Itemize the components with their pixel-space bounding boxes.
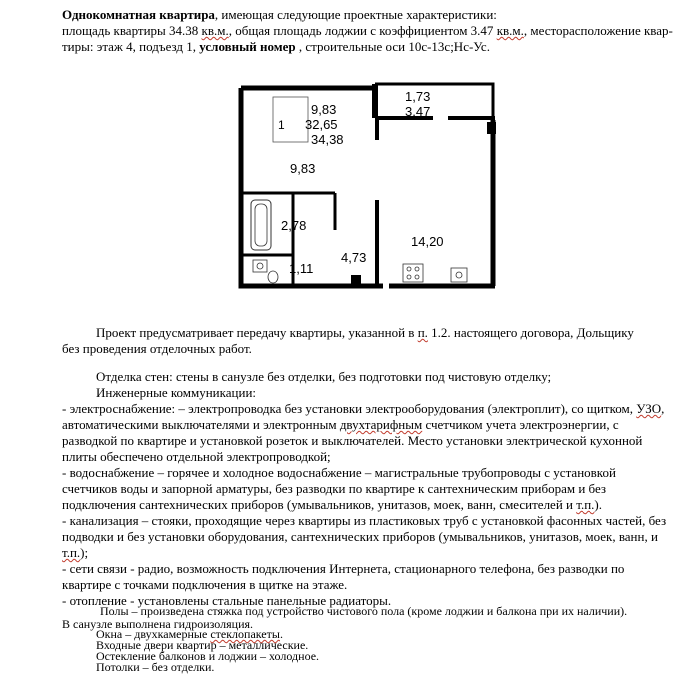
text: подключения сантехнических приборов (умывальников, унитазов, моек, ванн, смесителей и <box>62 497 577 512</box>
unit-text: кв.м. <box>201 23 229 38</box>
text: Проект предусматривает передачу квартиры, указанной в <box>96 325 418 340</box>
text: УЗО <box>636 401 662 416</box>
axes-text: , строительные оси 10с-13с;Нс-Ус. <box>295 39 490 54</box>
text: т.п. <box>576 497 595 512</box>
floors-line: Полы – произведена стяжка под устройство чистового пола (кроме лоджии и балкона при их наличии). <box>100 604 628 618</box>
network-line-2: квартире с точками подключения в щитке на этаже. <box>62 577 348 592</box>
total-area: 34,38 <box>311 132 344 147</box>
electric-line-2 <box>62 417 619 433</box>
heating-line: - отопление - установлены стальные панельные радиаторы. <box>62 593 392 608</box>
text: ). <box>594 497 603 512</box>
unit-text: кв.м. <box>496 23 524 38</box>
loggia-text: , общая площадь лоджии с коэффициентом 3.47 <box>228 23 497 38</box>
walls-line: Отделка стен: стены в санузле без отделки, без подготовки под чистовую отделку; <box>96 369 552 384</box>
floor-plan <box>233 80 513 300</box>
text: стеклопакеты <box>210 627 280 641</box>
text: двухтарифным <box>339 417 423 432</box>
room-number: 1 <box>278 118 285 132</box>
glazing-line: Остекление балконов и лоджии – холодное. <box>96 649 320 663</box>
waterproof-line: В санузле выполнена гидроизоляция. <box>62 617 254 631</box>
wc-area: 1,11 <box>289 261 314 276</box>
loggia-area-2: 3,47 <box>405 104 431 119</box>
header-title-rest: , имеющая следующие проектные характеристики: <box>214 7 497 22</box>
header-line-1 <box>62 7 497 23</box>
text: Окна – двухкамерные <box>96 627 211 641</box>
floor-text: тиры: этаж 4, подъезд 1, <box>62 39 200 54</box>
paragraph-line <box>62 341 252 357</box>
network-line-1: - сети связи - радио, возможность подключения Интернета, стационарного телефона, без разводки по <box>62 561 625 576</box>
paragraph-line <box>96 325 634 341</box>
apartment-title: Однокомнатная квартира <box>62 7 215 22</box>
room-area: 9,83 <box>311 102 337 117</box>
sewer-line-3 <box>62 545 88 561</box>
text: 1.2. настоящего договора, Дольщику <box>427 325 634 340</box>
hall-area: 9,83 <box>290 161 316 176</box>
electric-line-1 <box>62 401 664 417</box>
text: автоматическими выключателями и электронным <box>62 417 340 432</box>
water-line-2: счетчиков воды и запорной арматуры, без разводки по квартире к сантехническим приборам и без <box>62 481 607 496</box>
electric-line-4: плиты обеспечено отдельной электропроводкой; <box>62 449 331 464</box>
text: без проведения отделочных работ. <box>62 341 252 356</box>
living-area: 32,65 <box>305 117 338 132</box>
text: ); <box>80 545 89 560</box>
header-line-3 <box>62 39 490 55</box>
electric-line-3: разводкой по квартире и установкой розеток и выключателей. Место установки электрической кухонной <box>62 433 643 448</box>
text: п. <box>417 325 428 340</box>
area-text: площадь квартиры 34.38 <box>62 23 202 38</box>
header-line-2 <box>62 23 673 39</box>
ceilings-line: Потолки – без отделки. <box>96 660 215 674</box>
corridor-area: 4,73 <box>341 250 367 265</box>
conditional-number-label: условный номер <box>199 39 296 54</box>
sewer-line-1: - канализация – стояки, проходящие через квартиры из пластиковых труб с установкой фасонных частей, без <box>62 513 667 528</box>
doors-line: Входные двери квартир – металлические. <box>96 638 309 652</box>
bath-area: 2,78 <box>281 218 307 233</box>
text: - электроснабжение: – электропроводка без установки электрооборудования (электроплит), со щитком, <box>62 401 637 416</box>
text: т.п. <box>62 545 81 560</box>
water-line-1: - водоснабжение – горячее и холодное водоснабжение – магистральные трубопроводы с установкой <box>62 465 616 480</box>
water-line-3 <box>62 497 602 513</box>
text: . <box>279 627 283 641</box>
loggia-area-1: 1,73 <box>405 89 431 104</box>
text: счетчиком учета электроэнергии, с <box>422 417 619 432</box>
location-text: , месторасположение квар- <box>523 23 673 38</box>
text: , <box>661 401 665 416</box>
engineering-heading: Инженерные коммуникации: <box>96 385 257 400</box>
sewer-line-2: подводки и без установки оборудования, сантехнических приборов (умывальников, унитазов, моек, ванн, и <box>62 529 658 544</box>
kitchen-area: 14,20 <box>411 234 444 249</box>
